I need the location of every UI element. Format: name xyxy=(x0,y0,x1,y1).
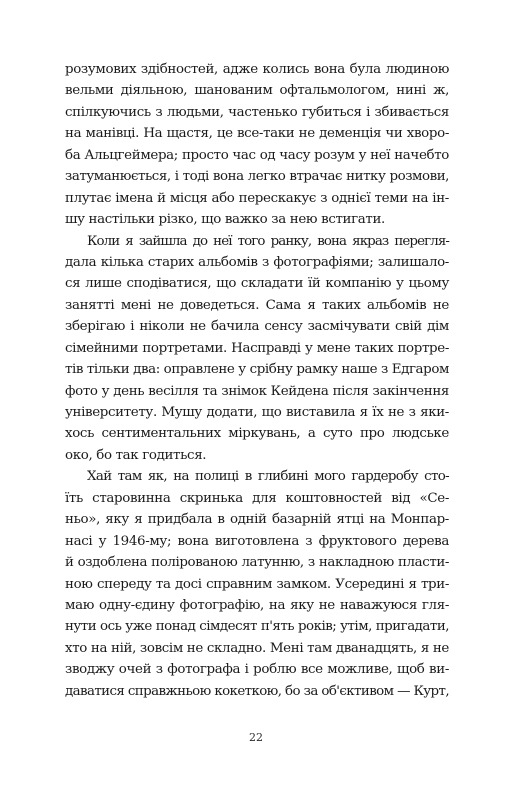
text-line: шу настільки різко, що важко за нею встигати. xyxy=(65,212,385,228)
text-line: сімейними портретами. Насправді у мене таких портре- xyxy=(65,340,449,356)
text-line: нути ось уже понад сімдесят п'ять років; утім, пригадати, xyxy=(65,619,449,635)
text-line: даватися справжньою кокеткою, бо за об'єктивом — Курт, xyxy=(65,683,449,699)
text-line: й оздоблена полірованою латунню, з накладною пласти- xyxy=(65,555,449,571)
text-line: ба Альцгеймера; просто час од часу розум у неї начебто xyxy=(65,147,449,163)
text-line: вельми діяльною, шанованим офтальмологом, нині ж, xyxy=(65,83,449,99)
text-line: хось сентиментальних міркувань, а суто про людське xyxy=(65,426,449,442)
text-line: плутає імена й місця або перескакує з однієї теми на ін- xyxy=(65,190,449,206)
text-line: Коли я зайшла до неї того ранку, вона якраз перегля- xyxy=(87,233,449,249)
page-number: 22 xyxy=(249,731,263,744)
text-line: на манівці. На щастя, це все-таки не деменція чи хворо- xyxy=(65,126,449,142)
text-line: фото у день весілля та знімок Кейдена після закінчення xyxy=(65,383,449,399)
text-line: дала кілька старих альбомів з фотографіями; залишало- xyxy=(65,254,449,270)
text-line: око, бо так годиться. xyxy=(65,447,207,463)
text-line: занятті мені не доведеться. Сама я таких альбомів не xyxy=(65,297,449,313)
text-line: університету. Мушу додати, що виставила я їх не з яки- xyxy=(65,405,449,420)
text-line: хто на ній, зовсім не складно. Мені там дванадцять, я не xyxy=(65,640,449,656)
text-line: насі у 1946-му; вона виготовлена з фруктового дерева xyxy=(65,533,449,549)
text-line: маю одну-єдину фотографію, на яку не наважуюся гля- xyxy=(65,597,449,613)
text-line: тів тільки два: оправлене у срібну рамку наше з Едгаром xyxy=(65,362,449,378)
text-line: розумових здібностей, адже колись вона була людиною xyxy=(65,62,449,77)
text-line: Хай там як, на полиці в глибині мого гардеробу сто- xyxy=(87,469,449,485)
text-line: затуманюється, і тоді вона легко втрачає нитку розмови, xyxy=(65,169,449,185)
text-line: ною спереду та досі справним замком. Усередині я три- xyxy=(65,576,449,592)
text-line: зводжу очей з фотографа і роблю все можливе, щоб ви- xyxy=(65,662,449,678)
text-line: спілкуючись з людьми, частенько губиться і збивається xyxy=(65,104,449,120)
text-line: ся лише сподіватися, що складати їй компанію у цьому xyxy=(65,276,449,292)
body-text xyxy=(65,59,449,702)
text-line: їть старовинна скринька для коштовностей від «Се- xyxy=(65,490,449,506)
text-line: ньо», яку я придбала в одній базарній ятці на Монпар- xyxy=(65,512,449,528)
text-line: зберігаю і ніколи не бачила сенсу засмічувати свій дім xyxy=(65,319,449,335)
